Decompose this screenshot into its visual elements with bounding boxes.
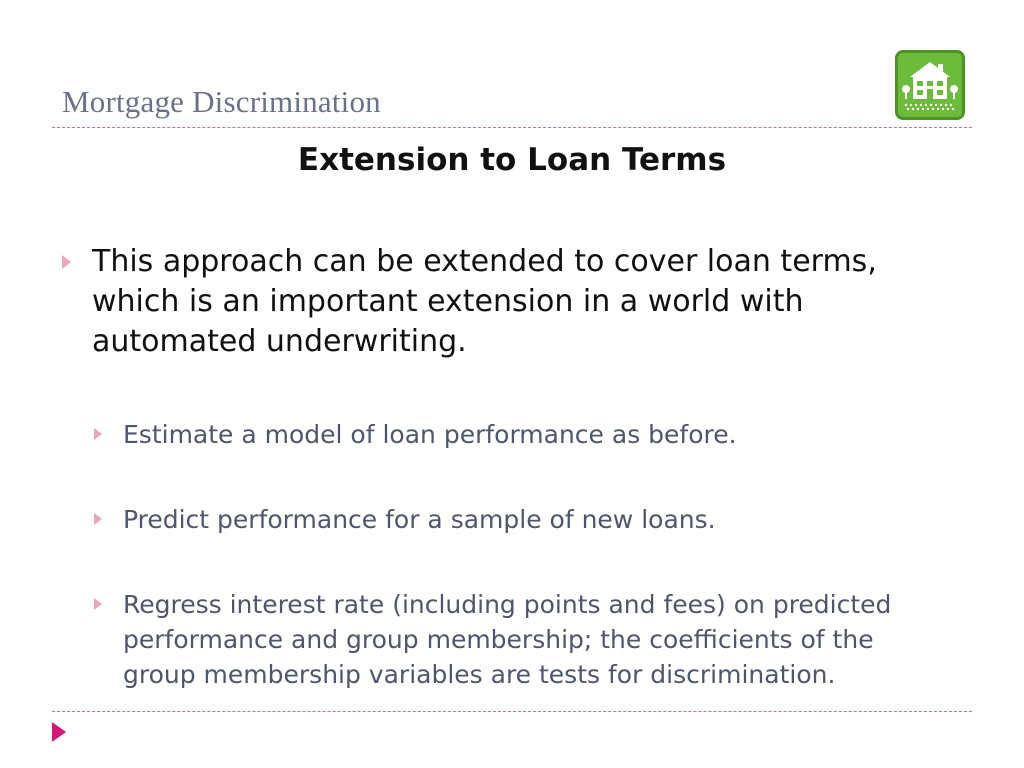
sub-bullet-text: Regress interest rate (including points and fees) on predicted performance and group membership; the coefficients of the group membership variables are tests for discrimination. xyxy=(123,590,892,689)
triangle-bullet-icon xyxy=(94,428,102,440)
sub-bullet-text: Predict performance for a sample of new loans. xyxy=(123,505,716,534)
triangle-bullet-icon xyxy=(94,513,102,525)
house-logo-icon xyxy=(895,50,965,120)
header-divider xyxy=(52,127,972,128)
next-slide-arrow-icon[interactable] xyxy=(52,722,66,742)
footer-divider xyxy=(52,711,972,712)
slide-header-title: Mortgage Discrimination xyxy=(62,84,381,119)
triangle-bullet-icon xyxy=(94,598,102,610)
triangle-bullet-icon xyxy=(62,255,71,269)
main-bullet-text: This approach can be extended to cover loan terms, which is an important extension in a world with automated underwriting. xyxy=(92,244,877,359)
slide-subtitle: Extension to Loan Terms xyxy=(297,142,727,178)
sub-bullet-text: Estimate a model of loan performance as before. xyxy=(123,420,737,449)
